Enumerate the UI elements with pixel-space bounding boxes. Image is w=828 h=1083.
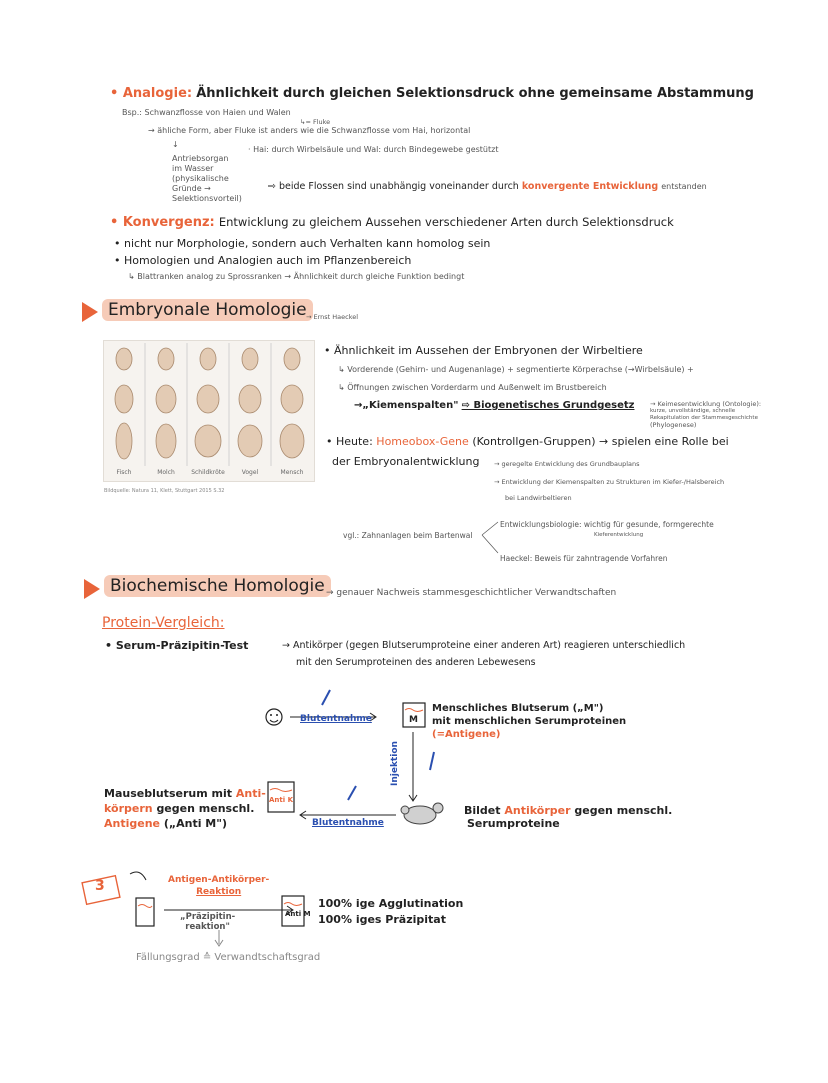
anti-m-text: („Anti M") xyxy=(163,817,228,830)
konvergent-text: konvergente Entwicklung xyxy=(521,181,659,192)
ag-line2: Reaktion xyxy=(196,887,242,897)
praez-line2: reaktion" xyxy=(185,922,230,932)
embryo-p1: • Ähnlichkeit im Aussehen der Embryonen der Wirbeltiere xyxy=(324,344,643,357)
bio-note: → genauer Nachweis stammesgeschichtlicher Verwandtschaften xyxy=(326,588,617,598)
koerpern-text: körpern xyxy=(104,802,153,815)
antigene-label: (=Antigene) xyxy=(432,729,501,740)
bio-title: Biochemische Homologie xyxy=(104,575,331,597)
ontologie-line: kurze, unvollständige, schnelle xyxy=(650,408,736,414)
ag-ak-reaktion xyxy=(168,874,269,898)
embryo-label: Fisch xyxy=(116,469,132,476)
embryo-p4 xyxy=(354,400,634,411)
embryo-p3: ↳ Öffnungen zwischen Vorderdarm und Außenwelt im Brustbereich xyxy=(338,383,607,392)
antrieb-line: (physikalische xyxy=(172,174,229,183)
ontologie-line: Rekapitulation der Stammesgeschichte xyxy=(650,415,758,421)
antrieb-line: Gründe → xyxy=(172,184,211,193)
embryo-image xyxy=(103,340,315,482)
heute-label: • Heute: xyxy=(326,435,373,448)
injektion-label: Injektion xyxy=(390,741,400,786)
analogie-definition: Ähnlichkeit durch gleichen Selektionsdruck ohne gemeinsame Abstammung xyxy=(196,86,754,101)
anti-text: Anti- xyxy=(235,787,266,800)
beaker-m-label: M xyxy=(409,715,418,725)
embryo-drawings xyxy=(104,341,314,481)
mensch-line2: mit menschlichen Serumproteinen xyxy=(432,716,627,727)
embryo-p2: ↳ Vorderende (Gehirn- und Augenanlage) + segmentierte Körperachse (→Wirbelsäule) + xyxy=(338,365,694,374)
kiemenspalten: →„Kiemenspalten" xyxy=(354,400,459,411)
serum-test-desc: → Antikörper (gegen Blutserumproteine einer anderen Art) reagieren unterschiedlich xyxy=(282,640,686,651)
beide-flossen xyxy=(268,181,707,192)
ag-line1: Antigen-Antikörper- xyxy=(168,875,270,885)
konvergenz-line2: • nicht nur Morphologie, sondern auch Verhalten kann homolog sein xyxy=(114,237,491,250)
antrieb-line: im Wasser xyxy=(172,164,214,173)
ontologie-line: → Keimesentwicklung (Ontologie): xyxy=(650,400,762,408)
konvergenz-line4: ↳ Blattranken analog zu Sprossranken → Ähnlichkeit durch gleiche Funktion bedingt xyxy=(128,272,465,281)
embryo-label: Molch xyxy=(157,469,175,476)
agglutination-result xyxy=(318,896,463,928)
bildet-text: Bildet xyxy=(464,804,501,817)
heute-line xyxy=(326,435,729,448)
maus-text: Mauseblutserum mit xyxy=(104,787,232,800)
antikoerper-text: Antikörper xyxy=(504,804,571,817)
bildet-antikoerper xyxy=(464,804,672,830)
embryo-label: Schildkröte xyxy=(191,469,225,476)
analogie-arrow: ↓ xyxy=(172,140,179,149)
praezipitin-reaktion xyxy=(180,912,235,932)
entwicklungsbiologie: Entwicklungsbiologie: wichtig für gesunde, formgerechte xyxy=(500,520,714,529)
antrieb-block xyxy=(172,154,242,204)
konvergenz-heading xyxy=(110,215,674,230)
ontologie-note xyxy=(650,401,761,429)
protein-vergleich: Protein-Vergleich: xyxy=(102,615,225,631)
analogie-title: • Analogie: xyxy=(110,86,193,101)
haeckel-note: → Ernst Haeckel xyxy=(306,313,359,321)
mauseblutserum xyxy=(104,786,266,831)
antrieb-line: Selektionsvorteil) xyxy=(172,194,242,203)
beide-text: ⇨ beide Flossen sind unabhängig voneinander durch xyxy=(268,181,519,192)
embryo-label: Vogel xyxy=(241,469,259,476)
gegen-text: gegen menschl. xyxy=(574,804,673,817)
analogie-heading xyxy=(110,86,754,101)
haeckel-beweis: Haeckel: Beweis für zahntragende Vorfahren xyxy=(500,554,668,563)
praez-line1: „Präzipitin- xyxy=(180,912,236,922)
embryo-label: Mensch xyxy=(280,469,304,476)
anti-k-label: Anti K xyxy=(269,796,294,804)
konvergenz-line3: • Homologien und Analogien auch im Pflanzenbereich xyxy=(114,254,412,267)
embryo-title: Embryonale Homologie xyxy=(102,299,313,321)
homeobox: Homeobox-Gene xyxy=(376,435,469,448)
embryo-title-wrap xyxy=(102,300,313,320)
anti-m-beaker-label: Anti M xyxy=(285,910,311,918)
heute-line2: der Embryonalentwicklung xyxy=(332,455,480,468)
fluke-note: ↳= Fluke xyxy=(300,118,331,126)
reg1: → geregelte Entwicklung des Grundbauplans xyxy=(494,460,640,468)
analogie-example: Bsp.: Schwanzflosse von Haien und Walen xyxy=(122,108,291,117)
mensch-line1: Menschliches Blutserum („M") xyxy=(432,703,604,714)
serum-test: • Serum-Präzipitin-Test xyxy=(105,639,249,652)
embryo-source: Bildquelle: Natura 11, Klett, Stuttgart 2015 S.32 xyxy=(104,488,225,494)
section-arrow-icon xyxy=(84,579,100,599)
maus-gegen: gegen menschl. xyxy=(156,802,255,815)
step-three: 3 xyxy=(95,878,105,894)
antrieb-line: Antriebsorgan xyxy=(172,154,229,163)
blutentnahme2-label: Blutentnahme xyxy=(312,818,384,828)
vgl-bartenwal: vgl.: Zahnanlagen beim Bartenwal xyxy=(343,531,473,540)
reg2: → Entwicklung der Kiemenspalten zu Strukturen im Kiefer-/Halsbereich xyxy=(494,478,725,486)
kieferentwicklung: Kieferentwicklung xyxy=(594,532,644,538)
entstanden-text: entstanden xyxy=(661,182,707,191)
analogie-wirbel: · Hai: durch Wirbelsäule und Wal: durch Bindegewebe gestützt xyxy=(248,145,499,154)
praezipitat: 100% iges Präzipitat xyxy=(318,913,446,926)
biogenetisches-gesetz: ⇨ Biogenetisches Grundgesetz xyxy=(461,400,635,411)
konvergenz-def: Entwicklung zu gleichem Aussehen verschiedener Arten durch Selektionsdruck xyxy=(218,215,674,229)
agglutination: 100% ige Agglutination xyxy=(318,897,464,910)
antigen-text: Antigene xyxy=(104,817,160,830)
serum-test-desc2: mit den Serumproteinen des anderen Lebewesens xyxy=(296,657,536,668)
ontologie-line: (Phylogenese) xyxy=(650,421,697,429)
serumproteine-text: Serumproteine xyxy=(467,817,560,830)
menschliches-serum xyxy=(432,702,626,741)
konvergenz-title: • Konvergenz: xyxy=(110,215,215,230)
heute-rest: (Kontrollgen-Gruppen) → spielen eine Rolle bei xyxy=(472,435,729,448)
reg3: bei Landwirbeltieren xyxy=(505,494,572,502)
analogie-form: → ähliche Form, aber Fluke ist anders wie die Schwanzflosse vom Hai, horizontal xyxy=(148,126,471,135)
bio-title-wrap xyxy=(104,576,331,596)
faellungsgrad: Fällungsgrad ≙ Verwandtschaftsgrad xyxy=(136,952,321,963)
section-arrow-icon xyxy=(82,302,98,322)
blutentnahme-label: Blutentnahme xyxy=(300,714,372,724)
